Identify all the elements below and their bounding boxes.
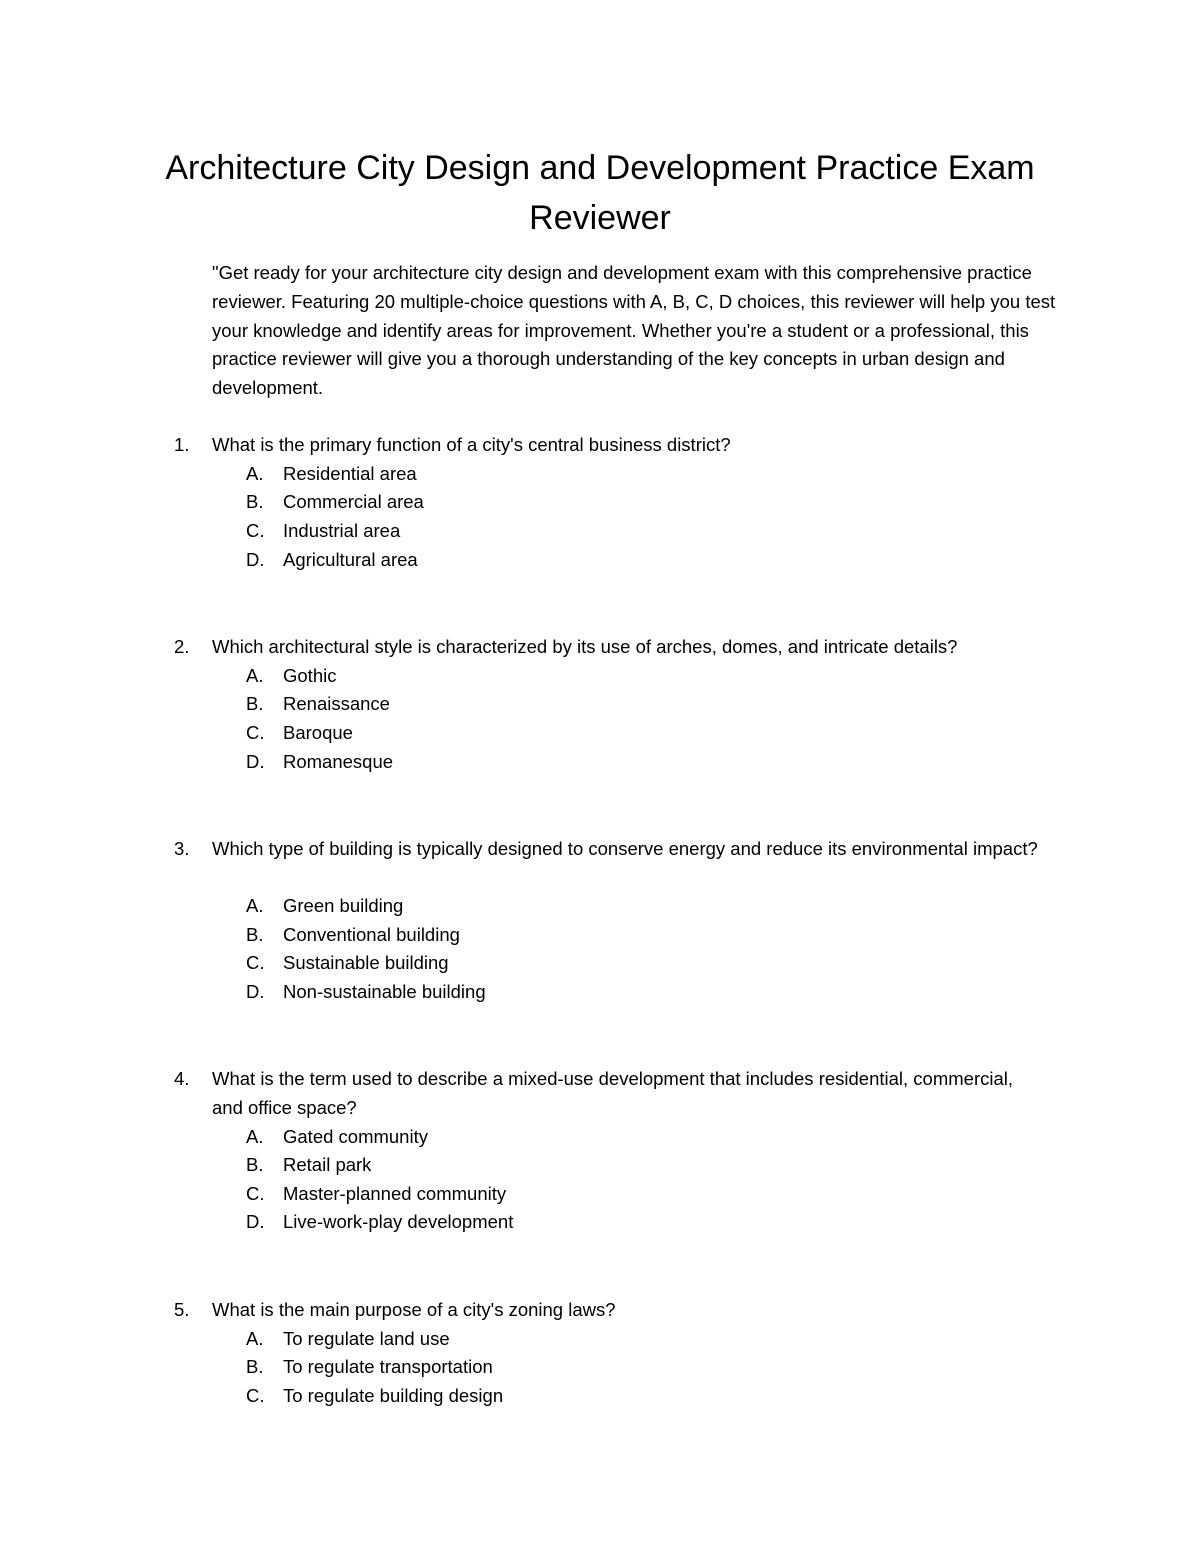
question-text: Which type of building is typically designed to conserve energy and reduce its environmental impact? (212, 838, 1038, 859)
option-letter: A. (246, 895, 264, 916)
option-b (0, 1151, 1200, 1180)
option-text: Romanesque (283, 751, 394, 772)
option-d (0, 546, 1200, 575)
option-text: Retail park (283, 1154, 372, 1175)
option-letter: C. (246, 1183, 265, 1204)
question-number: 4. (174, 1068, 190, 1089)
option-a (0, 662, 1200, 691)
option-text: Agricultural area (283, 549, 418, 570)
option-letter: D. (246, 751, 265, 772)
option-a (0, 460, 1200, 489)
option-text: To regulate transportation (283, 1356, 493, 1377)
document-intro: "Get ready for your architecture city design and development exam with this comprehensive practice reviewer. Featuring 20 multiple-choice questions with A, B, C, D choices, this reviewer will help you test your knowledge and identify areas for improvement. Whether you're a student or a professional, this practice reviewer will give you a thorough understanding of the key concepts in urban design and development. (212, 262, 1056, 399)
option-b (0, 690, 1200, 719)
question-text: Which architectural style is characterized by its use of arches, domes, and intricate details? (212, 636, 958, 657)
option-letter: A. (246, 1126, 264, 1147)
option-text: Master-planned community (283, 1183, 507, 1204)
question-text: What is the primary function of a city's central business district? (212, 434, 731, 455)
option-text: Gated community (283, 1126, 428, 1147)
option-c (0, 1382, 1200, 1411)
option-letter: C. (246, 722, 265, 743)
option-letter: D. (246, 1211, 265, 1232)
option-c (0, 949, 1200, 978)
option-text: Live-work-play development (283, 1211, 514, 1232)
option-text: Gothic (283, 665, 337, 686)
option-text: To regulate building design (283, 1385, 504, 1406)
option-text: Non-sustainable building (283, 981, 486, 1002)
option-text: Residential area (283, 463, 417, 484)
option-letter: B. (246, 491, 264, 512)
option-letter: B. (246, 693, 264, 714)
option-letter: D. (246, 981, 265, 1002)
question-number: 3. (174, 838, 190, 859)
option-letter: C. (246, 952, 265, 973)
option-letter: D. (246, 549, 265, 570)
option-letter: A. (246, 665, 264, 686)
question-text: What is the term used to describe a mixed-use development that includes residential, commercial, and office space? (212, 1068, 1014, 1118)
option-letter: C. (246, 520, 265, 541)
option-b (0, 1353, 1200, 1382)
option-a (0, 892, 1200, 921)
question-number: 1. (174, 434, 190, 455)
option-a (0, 1325, 1200, 1354)
option-text: Conventional building (283, 924, 460, 945)
option-a (0, 1123, 1200, 1152)
document-title: Architecture City Design and Development Practice Exam Reviewer (165, 149, 1035, 237)
option-text: Baroque (283, 722, 353, 743)
question-number: 5. (174, 1299, 190, 1320)
question-text: What is the main purpose of a city's zoning laws? (212, 1299, 616, 1320)
option-letter: B. (246, 1154, 264, 1175)
option-text: Commercial area (283, 491, 424, 512)
option-text: Industrial area (283, 520, 401, 541)
option-c (0, 1180, 1200, 1209)
option-d (0, 1208, 1200, 1237)
option-d (0, 748, 1200, 777)
option-letter: B. (246, 1356, 264, 1377)
option-text: To regulate land use (283, 1328, 450, 1349)
option-c (0, 517, 1200, 546)
option-letter: A. (246, 463, 264, 484)
question-number: 2. (174, 636, 190, 657)
option-letter: B. (246, 924, 264, 945)
option-c (0, 719, 1200, 748)
option-b (0, 921, 1200, 950)
option-d (0, 978, 1200, 1007)
option-b (0, 488, 1200, 517)
option-letter: C. (246, 1385, 265, 1406)
option-text: Green building (283, 895, 404, 916)
option-text: Renaissance (283, 693, 390, 714)
option-letter: A. (246, 1328, 264, 1349)
option-text: Sustainable building (283, 952, 449, 973)
